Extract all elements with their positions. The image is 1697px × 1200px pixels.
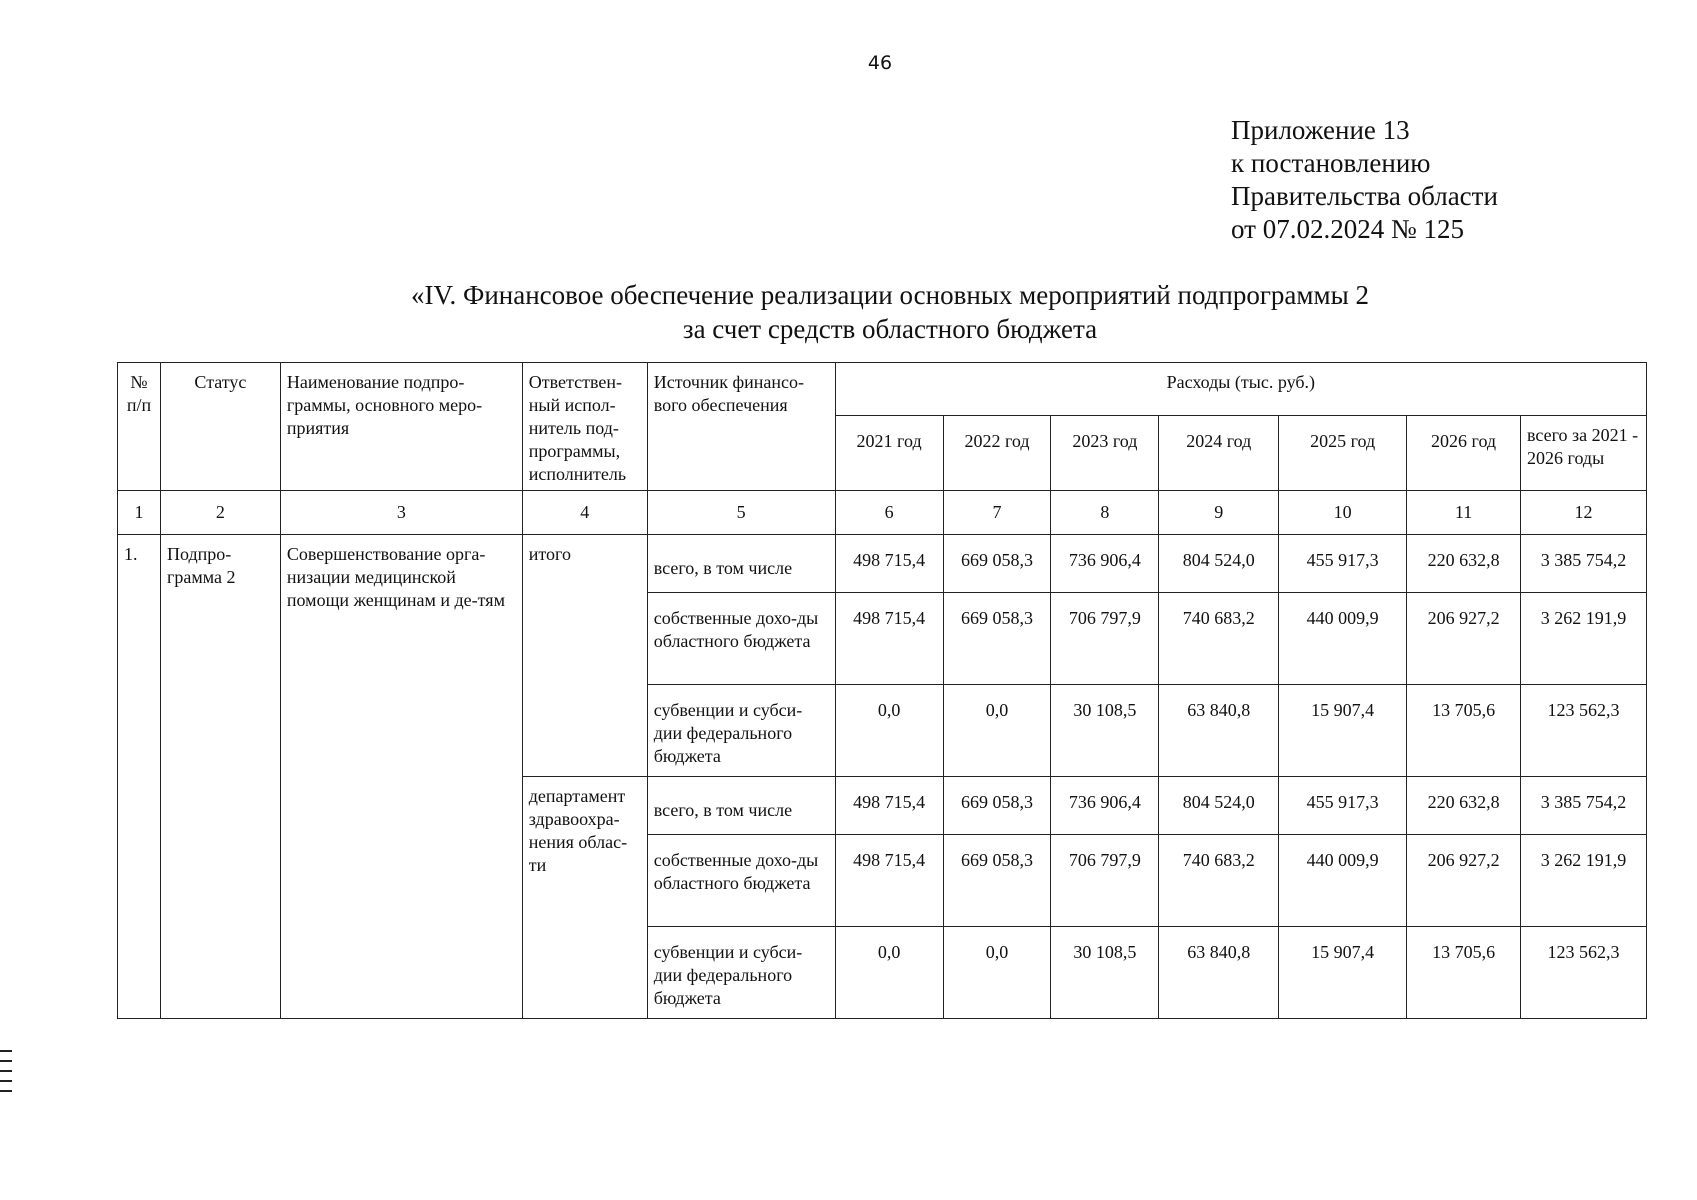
value-cell: 3 262 191,9 [1521, 835, 1647, 927]
header-year: 2025 год [1279, 416, 1407, 491]
appendix-line: Приложение 13 [1231, 115, 1410, 145]
column-number: 7 [943, 491, 1051, 535]
scan-edge-marks [0, 1050, 12, 1100]
column-number: 3 [280, 491, 522, 535]
value-cell: 63 840,8 [1159, 927, 1279, 1019]
header-expenses: Расходы (тыс. руб.) [835, 363, 1646, 416]
value-cell: 669 058,3 [943, 535, 1051, 593]
value-cell: 736 906,4 [1051, 777, 1159, 835]
value-cell: 669 058,3 [943, 777, 1051, 835]
financing-table [117, 362, 1647, 1019]
value-cell: 3 262 191,9 [1521, 593, 1647, 685]
value-cell: 736 906,4 [1051, 535, 1159, 593]
value-cell: 669 058,3 [943, 593, 1051, 685]
value-cell: 0,0 [943, 685, 1051, 777]
column-number: 12 [1521, 491, 1647, 535]
row-executor: департамент здравоохра-нения облас-ти [522, 777, 647, 1019]
value-cell: 498 715,4 [835, 535, 943, 593]
header-year: 2026 год [1407, 416, 1521, 491]
column-number: 11 [1407, 491, 1521, 535]
row-source: всего, в том числе [647, 777, 835, 835]
column-number: 1 [118, 491, 161, 535]
value-cell: 498 715,4 [835, 777, 943, 835]
appendix-line: к постановлению [1231, 148, 1431, 178]
header-year: 2022 год [943, 416, 1051, 491]
column-number: 8 [1051, 491, 1159, 535]
column-number: 5 [647, 491, 835, 535]
value-cell: 220 632,8 [1407, 777, 1521, 835]
value-cell: 15 907,4 [1279, 685, 1407, 777]
value-cell: 455 917,3 [1279, 535, 1407, 593]
value-cell: 440 009,9 [1279, 593, 1407, 685]
value-cell: 740 683,2 [1159, 593, 1279, 685]
column-number: 4 [522, 491, 647, 535]
value-cell: 0,0 [943, 927, 1051, 1019]
value-cell: 206 927,2 [1407, 593, 1521, 685]
appendix-line: от 07.02.2024 № 125 [1231, 214, 1464, 244]
row-source: субвенции и субси-дии федерального бюджета [647, 927, 835, 1019]
value-cell: 63 840,8 [1159, 685, 1279, 777]
header-year: 2021 год [835, 416, 943, 491]
header-executor: Ответствен-ный испол-нитель под-программы, исполнитель [522, 363, 647, 491]
value-cell: 30 108,5 [1051, 685, 1159, 777]
appendix-block [1231, 114, 1498, 246]
appendix-line: Правительства области [1231, 181, 1498, 211]
title-line-2: за счет средств областного бюджета [682, 314, 1098, 344]
column-number: 6 [835, 491, 943, 535]
row-source: субвенции и субси-дии федерального бюджета [647, 685, 835, 777]
header-year: 2024 год [1159, 416, 1279, 491]
value-cell: 440 009,9 [1279, 835, 1407, 927]
value-cell: 706 797,9 [1051, 593, 1159, 685]
value-cell: 3 385 754,2 [1521, 535, 1647, 593]
row-name: Совершенствование орга-низации медицинской помощи женщинам и де-тям [280, 535, 522, 1019]
value-cell: 455 917,3 [1279, 777, 1407, 835]
value-cell: 706 797,9 [1051, 835, 1159, 927]
value-cell: 0,0 [835, 927, 943, 1019]
value-cell: 3 385 754,2 [1521, 777, 1647, 835]
value-cell: 123 562,3 [1521, 685, 1647, 777]
value-cell: 13 705,6 [1407, 685, 1521, 777]
value-cell: 220 632,8 [1407, 535, 1521, 593]
page-number: 46 [867, 52, 893, 74]
column-number-row [118, 491, 1647, 535]
row-num: 1. [118, 535, 161, 1019]
value-cell: 123 562,3 [1521, 927, 1647, 1019]
header-total-years: всего за 2021 - 2026 годы [1521, 416, 1647, 491]
header-num: № п/п [118, 363, 161, 491]
header-source: Источник финансо-вого обеспечения [647, 363, 835, 491]
value-cell: 669 058,3 [943, 835, 1051, 927]
value-cell: 0,0 [835, 685, 943, 777]
row-source: собственные дохо-ды областного бюджета [647, 835, 835, 927]
value-cell: 804 524,0 [1159, 777, 1279, 835]
column-number: 2 [160, 491, 280, 535]
header-status: Статус [160, 363, 280, 491]
header-year: 2023 год [1051, 416, 1159, 491]
row-source: собственные дохо-ды областного бюджета [647, 593, 835, 685]
value-cell: 804 524,0 [1159, 535, 1279, 593]
column-number: 9 [1159, 491, 1279, 535]
value-cell: 740 683,2 [1159, 835, 1279, 927]
row-source: всего, в том числе [647, 535, 835, 593]
document-title [300, 278, 1480, 346]
table-row [118, 535, 1647, 593]
value-cell: 13 705,6 [1407, 927, 1521, 1019]
header-name: Наименование подпро-граммы, основного меро-приятия [280, 363, 522, 491]
row-executor: итого [522, 535, 647, 777]
title-line-1: «IV. Финансовое обеспечение реализации основных мероприятий подпрограммы 2 [411, 280, 1369, 310]
value-cell: 206 927,2 [1407, 835, 1521, 927]
column-number: 10 [1279, 491, 1407, 535]
value-cell: 15 907,4 [1279, 927, 1407, 1019]
value-cell: 30 108,5 [1051, 927, 1159, 1019]
value-cell: 498 715,4 [835, 593, 943, 685]
row-status: Подпро-грамма 2 [160, 535, 280, 1019]
value-cell: 498 715,4 [835, 835, 943, 927]
